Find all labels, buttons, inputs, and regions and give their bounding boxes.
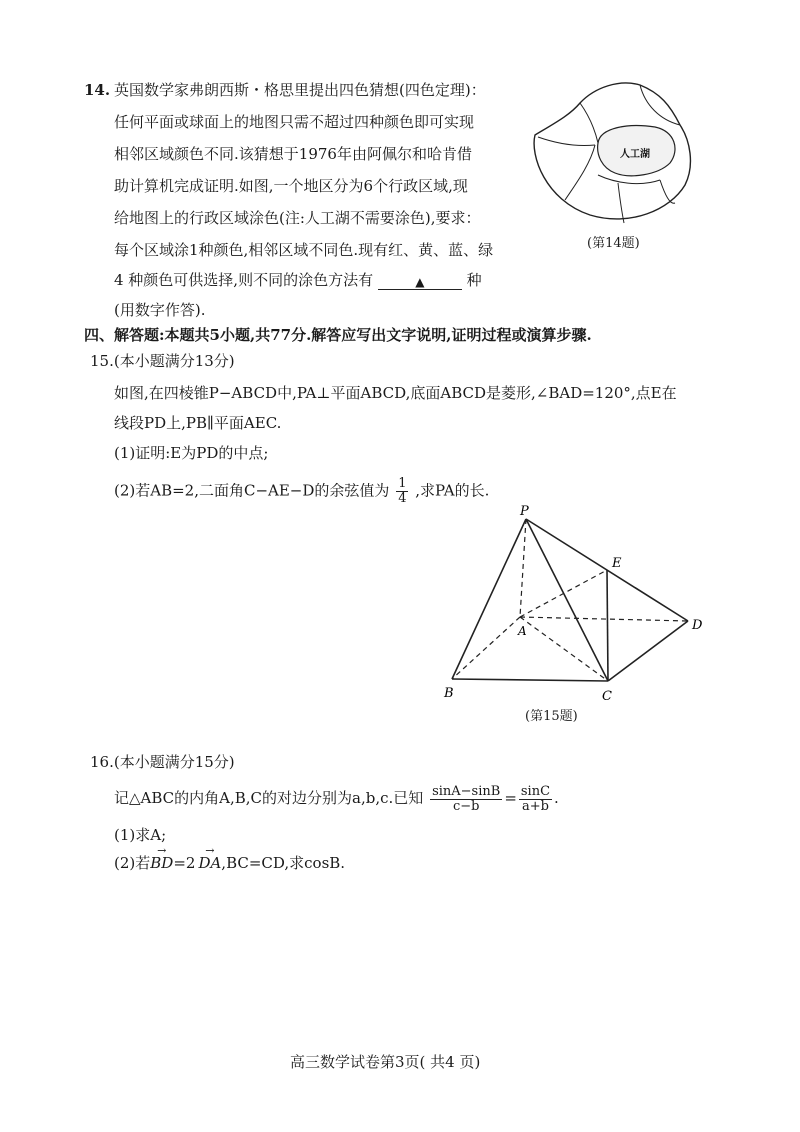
fraction-denominator: a+b (521, 798, 549, 814)
q16-part-2-text: (2)若 (114, 854, 151, 872)
q14-map-figure (520, 75, 700, 235)
edge-AE (520, 570, 607, 617)
q16-header: 16.(本小题满分15分) (90, 753, 235, 771)
answer-blank[interactable] (378, 271, 462, 290)
q14-line-5: 给地图上的行政区域涂色(注:人工湖不需要涂色),要求： (114, 209, 481, 227)
q16-part-2-tail: ,BC=CD,求cosB. (221, 854, 346, 872)
section-heading: 四、解答题:本题共5小题,共77分.解答应写出文字说明,证明过程或演算步骤. (84, 326, 592, 344)
q14-line-7-unit: 种 (466, 271, 482, 289)
q15-part-2-tail: ,求PA的长. (415, 481, 490, 500)
q15-caption: (第15题) (525, 709, 578, 724)
q16-part-2-equals: =2 (173, 854, 196, 872)
q15-line-1: 如图,在四棱锥P−ABCD中,PA⊥平面ABCD,底面ABCD是菱形,∠BAD=120°,点E在 (114, 384, 677, 402)
vertex-label-E: E (612, 556, 622, 571)
equals-sign: = (504, 789, 517, 807)
q16-line-1 (114, 783, 559, 814)
q16-line-1-text: 记△ABC的内角A,B,C的对边分别为a,b,c.已知 (114, 789, 424, 807)
fraction-numerator: sinA−sinB (432, 783, 501, 799)
q14-line-4: 助计算机完成证明.如图,一个地区分为6个行政区域,现 (114, 177, 468, 195)
q15-header: 15.(本小题满分13分) (90, 352, 235, 370)
map-border-7 (618, 183, 624, 223)
map-border-1 (538, 137, 595, 146)
fraction-denominator: 4 (398, 491, 407, 506)
map-border-3 (565, 145, 595, 200)
fraction-numerator: sinC (520, 783, 551, 799)
q15-part-2 (114, 477, 489, 506)
sine-fraction-right (519, 785, 552, 814)
q14-line-2: 任何平面或球面上的地图只需不超过四种颜色即可实现 (114, 113, 475, 131)
cosine-fraction (396, 477, 408, 506)
q14-line-3: 相邻区域颜色不同.该猜想于1976年由阿佩尔和哈肯借 (114, 145, 472, 163)
vertex-label-D: D (692, 618, 703, 633)
vector-DA: → DA (198, 853, 221, 873)
q15-pyramid-figure (440, 505, 720, 705)
q16-part-2 (114, 853, 345, 873)
edge-PB (452, 519, 526, 679)
q14-line-7 (114, 270, 482, 290)
fraction-numerator: 1 (398, 476, 407, 491)
vertex-label-A: A (518, 624, 527, 638)
q15-part-1: (1)证明:E为PD的中点; (114, 444, 269, 462)
edge-PC (526, 519, 608, 681)
edge-AB (452, 617, 520, 679)
edge-BC (452, 679, 608, 681)
q14-line-7-text: 4 种颜色可供选择,则不同的涂色方法有 (114, 271, 374, 289)
vector-BD: → BD (150, 853, 173, 873)
edge-CD (608, 621, 688, 681)
page-footer: 高三数学试卷第3页( 共4 页) (290, 1053, 481, 1071)
edge-AC (520, 617, 608, 681)
edge-AD (520, 617, 688, 621)
q15-part-2-text: (2)若AB=2,二面角C−AE−D的余弦值为 (114, 481, 390, 500)
vertex-label-C: C (602, 689, 612, 704)
q14-line-8: (用数字作答). (114, 301, 206, 319)
q16-line-1-tail: . (554, 789, 559, 807)
triangle-marker-icon: ▲ (415, 275, 425, 289)
map-lake-label: 人工湖 (620, 149, 650, 160)
q14-caption: (第14题) (587, 236, 640, 251)
vertex-label-P: P (520, 505, 529, 519)
q15-line-2: 线段PD上,PB∥平面AEC. (114, 414, 282, 432)
fraction-denominator: c−b (452, 798, 480, 814)
q14-number: 14. (84, 81, 111, 99)
sine-fraction-left (430, 785, 502, 814)
vertex-label-B: B (444, 686, 454, 701)
q16-part-1: (1)求A; (114, 826, 167, 844)
edge-EC (607, 570, 608, 681)
q14-line-1: 英国数学家弗朗西斯・格思里提出四色猜想(四色定理)： (114, 81, 486, 99)
map-border-5 (640, 85, 680, 125)
edge-PA (520, 519, 526, 617)
q14-line-6: 每个区域涂1种颜色,相邻区域不同色.现有红、黄、蓝、绿 (114, 241, 494, 259)
map-border-2 (580, 103, 598, 143)
